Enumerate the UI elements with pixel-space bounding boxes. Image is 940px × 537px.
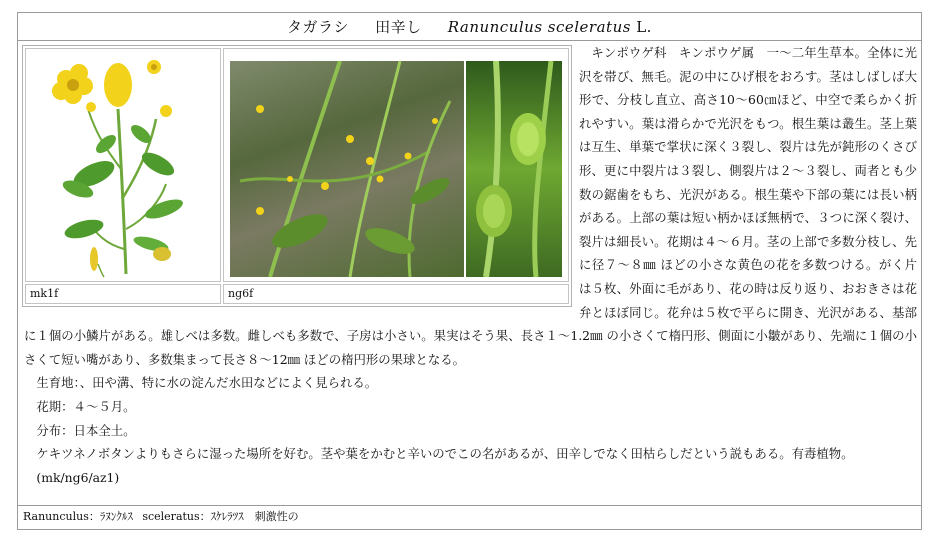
flowering-line: 花期：４～５月。 <box>36 398 136 414</box>
image-float-spacer <box>24 41 579 305</box>
document-frame <box>17 12 922 530</box>
description-body <box>24 41 917 485</box>
caption-photos: ng6f <box>223 284 569 304</box>
etymology-footer <box>18 505 921 529</box>
description-lead: キンポウゲ科 キンポウゲ属 一～二年生草本。全体に光沢を帯び、無毛。泥の中にひげ根をおろす。茎はしばしば大形で、分枝し直立、高さ10～60㎝ほど、中空で柔らかく折れやすい。葉は滑らかで光沢をもつ。根生葉は叢生。茎上葉は互生、単葉で掌状に深く３裂し、裂片は先が鈍形のくさび形、更に中裂片は３裂し、側裂片は２～３裂し、両者とも少数の鋸歯をもち、光沢がある。根生葉や下部の葉には長い柄がある。上部の葉は短い柄かほぼ無柄で、３つに深く裂け、裂片は細長い。花期は４～６月。茎の上部で多数分枝し、先に径７～８㎜ ほどの小さな黄色の花を多数つける。がく片は５枚、外面に毛があり、花の時は反り返り、おおきさは花弁とほぼ同じ。花弁は５枚で平らに開き、光沢がある、基部に１個の小鱗片がある。雄しべは多数。雌しべも多数で、子房は小さい。果実はそう果、長さ１～1.2㎜ の小さくて楕円形、側面に小皺があり、先端に１個の小さくて短い嘴があり、多数集まって長さ８～12㎜ ほどの楕円形の果球となる。 <box>24 45 917 367</box>
distribution-line: 分布：日本全土。 <box>36 422 136 438</box>
credit-line: (mk/ng6/az1) <box>36 469 120 485</box>
note-paragraph <box>24 442 917 466</box>
genus-etymology: Ranunculus：ﾗﾇﾝｸﾙｽ <box>23 510 133 523</box>
note-text: ケキツネノボタンよりもさらに湿った場所を好む。茎や葉をかむと辛いのでこの名があるが、田辛しでなく田枯らしだという説もある。有毒植物。 <box>36 446 854 462</box>
species-etymology: sceleratus：ｽｹﾚﾗﾂｽ 刺激性の <box>142 510 299 523</box>
caption-illustration: mk1f <box>25 284 221 304</box>
habitat-line: 生育地：、田や溝、特に水の淀んだ水田などによく見られる。 <box>36 375 378 391</box>
kana-name: タガラシ <box>287 18 350 36</box>
page-title <box>18 13 921 41</box>
kanji-name: 田辛し <box>375 18 422 36</box>
author-name: L. <box>636 18 652 36</box>
scientific-name: Ranunculus sceleratus <box>447 18 631 36</box>
